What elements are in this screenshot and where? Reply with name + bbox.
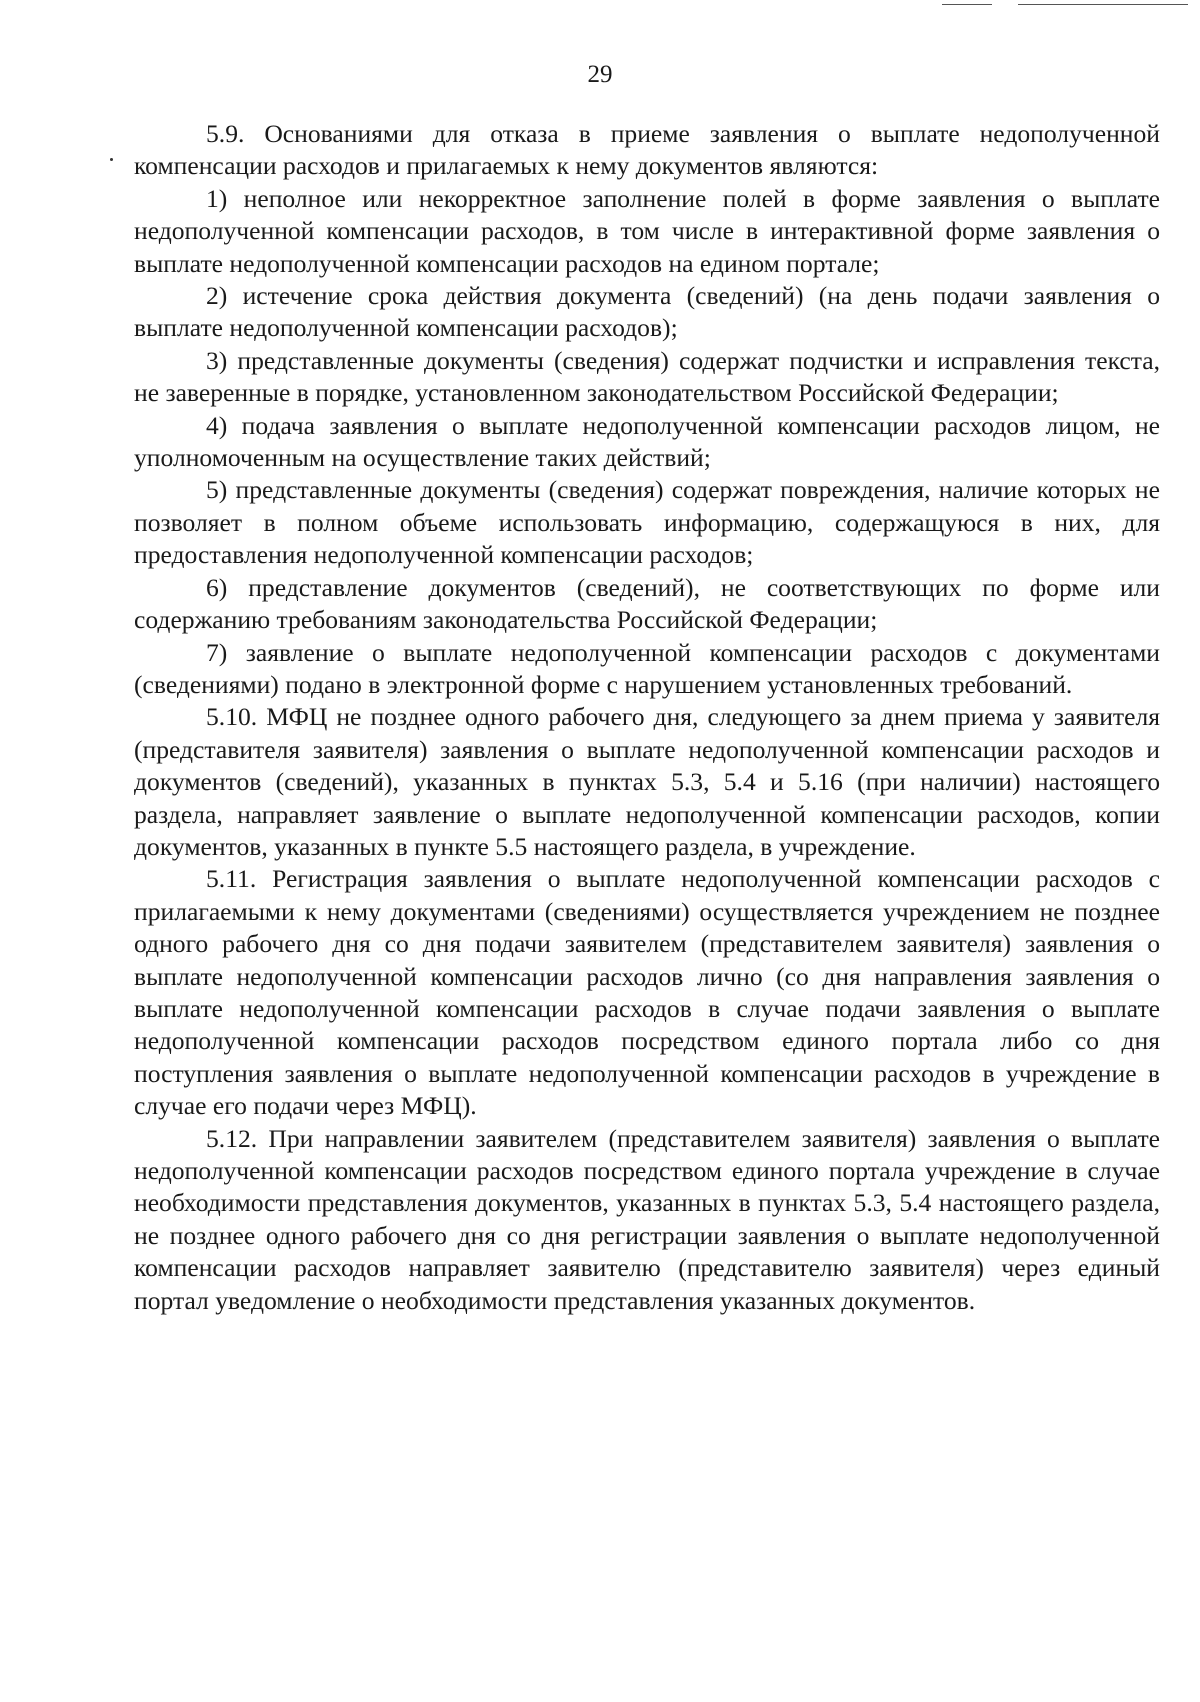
list-item-4: 4) подача заявления о выплате недополученной компенсации расходов лицом, не уполномоченным на осуществление таких действий; bbox=[134, 410, 1160, 473]
paragraph-5-11: 5.11. Регистрация заявления о выплате недополученной компенсации расходов с прилагаемыми к нему документами (сведениями) осуществляется учреждением не позднее одного рабочего дня со дня подачи заявителем (представителем заявителя) заявления о выплате недополученной компенсации расходов лично (со дня направления заявления о выплате недополученной компенсации расходов в случае подачи заявления о выплате недополученной компенсации расходов посредством единого портала либо со дня поступления заявления о выплате недополученной компенсации расходов в учреждение в случае его подачи через МФЦ). bbox=[134, 864, 1160, 1121]
list-item-6: 6) представление документов (сведений), не соответствующих по форме или содержанию требованиям законодательства Российской Федерации; bbox=[134, 572, 1160, 635]
paragraph-5-10: 5.10. МФЦ не позднее одного рабочего дня, следующего за днем приема у заявителя (представителя заявителя) заявления о выплате недополученной компенсации расходов и документов (сведений), указанных в пунктах 5.3, 5.4 и 5.16 (при наличии) настоящего раздела, направляет заявление о выплате недополученной компенсации расходов, копии документов, указанных в пункте 5.5 настоящего раздела, в учреждение. bbox=[134, 702, 1160, 861]
list-item-3: 3) представленные документы (сведения) содержат подчистки и исправления текста, не заверенные в порядке, установленном законодательством Российской Федерации; bbox=[134, 345, 1160, 408]
document-body bbox=[134, 118, 1160, 1317]
list-item-2: 2) истечение срока действия документа (сведений) (на день подачи заявления о выплате недополученной компенсации расходов); bbox=[134, 281, 1160, 343]
page-number: 29 bbox=[587, 61, 613, 88]
list-item-1: 1) неполное или некорректное заполнение полей в форме заявления о выплате недополученной компенсации расходов, в том числе в интерактивной форме заявления о выплате недополученной компенсации расходов на едином портале; bbox=[134, 183, 1160, 278]
scan-edge-line bbox=[942, 4, 992, 5]
paragraph-5-12: 5.12. При направлении заявителем (представителем заявителя) заявления о выплате недополученной компенсации расходов посредством единого портала учреждение в случае необходимости представления документов, указанных в пунктах 5.3, 5.4 настоящего раздела, не позднее одного рабочего дня со дня регистрации заявления о выплате недополученной компенсации расходов направляет заявителю (представителю заявителя) через единый портал уведомление о необходимости представления указанных документов. bbox=[134, 1123, 1160, 1315]
paragraph-5-9: 5.9. Основаниями для отказа в приеме заявления о выплате недополученной компенсации расходов и прилагаемых к нему документов являются: bbox=[134, 119, 1160, 181]
scan-edge-line bbox=[1018, 4, 1188, 5]
list-item-5: 5) представленные документы (сведения) содержат повреждения, наличие которых не позволяет в полном объеме использовать информацию, содержащуюся в них, для предоставления недополученной компенсации расходов; bbox=[134, 475, 1160, 570]
list-item-7: 7) заявление о выплате недополученной компенсации расходов с документами (сведениями) подано в электронной форме с нарушением установленных требований. bbox=[134, 637, 1160, 699]
scan-speck bbox=[110, 158, 113, 161]
